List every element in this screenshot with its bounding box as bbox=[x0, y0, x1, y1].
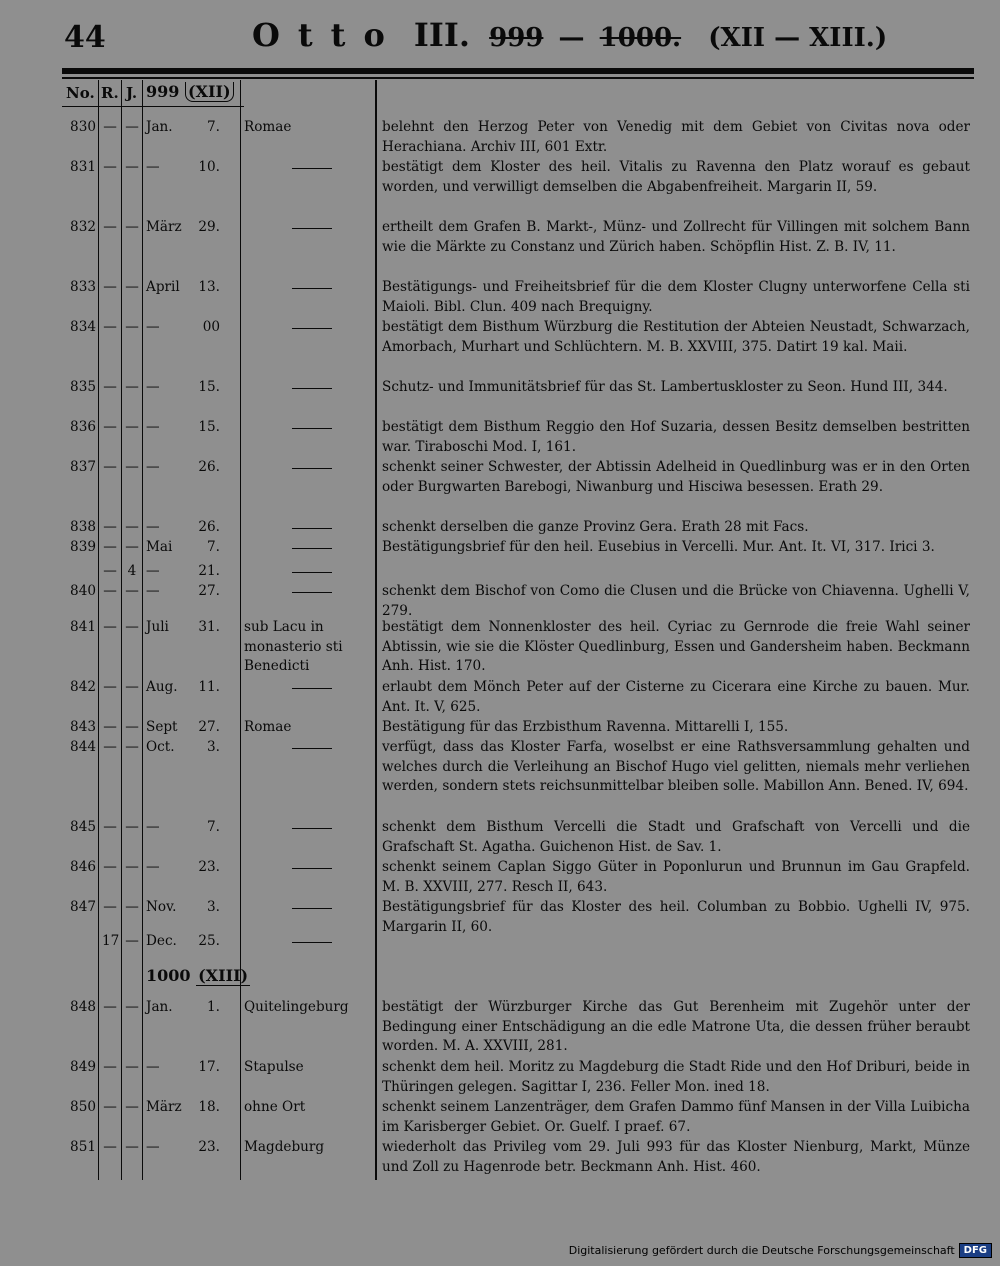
entry-day: 18. bbox=[198, 1099, 220, 1115]
entry-regnal-j: — bbox=[125, 933, 139, 949]
entry-number: 832 bbox=[70, 219, 96, 235]
entry-regnal-r: — bbox=[103, 379, 117, 395]
entry-day: 26. bbox=[198, 459, 220, 475]
year-to: 1000. bbox=[599, 23, 682, 53]
entry-regnal-r: — bbox=[103, 859, 117, 875]
entry-number: 840 bbox=[70, 583, 96, 599]
entry-text: bestätigt dem Bisthum Reggio den Hof Suzaria, dessen Besitz demselben bestritten war. Tiraboschi Mod. I, 161. bbox=[382, 419, 970, 455]
entry-regnal-j: — bbox=[125, 819, 139, 835]
column-rule bbox=[240, 80, 241, 1180]
entry-day: 26. bbox=[198, 519, 220, 535]
entry-regnal-j: — bbox=[125, 859, 139, 875]
entry-regnal-j: — bbox=[125, 719, 139, 735]
ruler-name: Otto bbox=[252, 16, 403, 54]
entry-number: 834 bbox=[70, 319, 96, 335]
entry-number: 835 bbox=[70, 379, 96, 395]
entry-text: schenkt dem heil. Moritz zu Magdeburg die Stadt Ride und den Hof Driburi, beide in Thüringen gelegen. Sagittar I, 236. Feller Mon. ined 18. bbox=[382, 1059, 970, 1095]
entry-place: Quitelingeburg bbox=[244, 999, 349, 1015]
entry-day: 3. bbox=[207, 739, 220, 755]
entry-text: Bestätigungs- und Freiheitsbrief für die dem Kloster Clugny unterworfene Cella sti Maioli. Bibl. Clun. 409 nach Brequigny. bbox=[382, 279, 970, 315]
entry-text: erlaubt dem Mönch Peter auf der Cisterne zu Cicerara eine Kirche zu bauen. Mur. Ant. It. V, 625. bbox=[382, 679, 970, 715]
entry-number: 842 bbox=[70, 679, 96, 695]
entry-regnal-j: — bbox=[125, 219, 139, 235]
entry-regnal-j: — bbox=[125, 999, 139, 1015]
entry-place-ditto-rule bbox=[292, 908, 332, 909]
entry-place-ditto-rule bbox=[292, 748, 332, 749]
entry-regnal-r: — bbox=[103, 679, 117, 695]
entry-regnal-r: — bbox=[103, 319, 117, 335]
entry-number: 845 bbox=[70, 819, 96, 835]
entry-month: — bbox=[146, 319, 160, 335]
entry-day: 7. bbox=[207, 539, 220, 555]
entry-place-ditto-rule bbox=[292, 572, 332, 573]
entry-regnal-j: — bbox=[125, 319, 139, 335]
entry-place: ohne Ort bbox=[244, 1099, 306, 1115]
year-header bbox=[146, 966, 250, 985]
entry-month: — bbox=[146, 859, 160, 875]
entry-month: Oct. bbox=[146, 739, 175, 755]
entry-regnal-j: — bbox=[125, 519, 139, 535]
entry-place: Stapulse bbox=[244, 1059, 304, 1075]
entry-place-ditto-rule bbox=[292, 688, 332, 689]
entry-place-ditto-rule bbox=[292, 942, 332, 943]
entry-month: Sept bbox=[146, 719, 178, 735]
entry-number: 844 bbox=[70, 739, 96, 755]
top-rule-thin bbox=[62, 77, 974, 79]
year-from: 999 bbox=[489, 23, 544, 53]
entry-regnal-r: — bbox=[103, 563, 117, 579]
entry-text: Bestätigung für das Erzbisthum Ravenna. Mittarelli I, 155. bbox=[382, 719, 789, 735]
entry-place-ditto-rule bbox=[292, 592, 332, 593]
footer-text: Digitalisierung gefördert durch die Deutsche Forschungsgemeinschaft bbox=[568, 1244, 955, 1257]
page-number: 44 bbox=[64, 20, 106, 55]
entry-place: Romae bbox=[244, 719, 292, 735]
entry-month: Juli bbox=[146, 619, 169, 635]
entry-regnal-r: — bbox=[103, 1139, 117, 1155]
column-rule bbox=[98, 80, 99, 1180]
entry-day: 23. bbox=[198, 859, 220, 875]
year-header-roman: (XII) bbox=[185, 82, 234, 102]
entry-text: bestätigt der Würzburger Kirche das Gut Berenheim mit Zugehör unter der Bedingung einer Entschädigung an die edle Matrone Uta, die dessen früher beraubt worden. M. A. XXVIII, 281. bbox=[382, 999, 970, 1055]
entry-month: Mai bbox=[146, 539, 173, 555]
entry-place-ditto-rule bbox=[292, 428, 332, 429]
entry-regnal-r: — bbox=[103, 459, 117, 475]
entry-regnal-r: — bbox=[103, 819, 117, 835]
entry-text: Bestätigungsbrief für den heil. Eusebius in Vercelli. Mur. Ant. It. VI, 317. Irici 3. bbox=[382, 539, 935, 555]
entry-text: bestätigt dem Bisthum Würzburg die Restitution der Abteien Neustadt, Schwarzach, Amorbach, Murhart und Schlüchtern. M. B. XXVIII, 375. Datirt 19 kal. Maii. bbox=[382, 319, 970, 355]
column-header-r: R. bbox=[101, 84, 119, 102]
column-header-line bbox=[62, 106, 244, 107]
entry-month: — bbox=[146, 379, 160, 395]
entry-regnal-j: — bbox=[125, 419, 139, 435]
entry-regnal-j: — bbox=[125, 119, 139, 135]
entry-regnal-r: — bbox=[103, 583, 117, 599]
entry-day: 27. bbox=[198, 719, 220, 735]
entry-regnal-j: — bbox=[125, 1139, 139, 1155]
entry-regnal-r: — bbox=[103, 119, 117, 135]
entry-number: 836 bbox=[70, 419, 96, 435]
entry-month: Nov. bbox=[146, 899, 177, 915]
entry-text: schenkt seinem Caplan Siggo Güter in Poponlurun und Brunnun im Gau Grapfeld. M. B. XXVIII, 277. Resch II, 643. bbox=[382, 859, 970, 895]
ruler-numeral: III. bbox=[413, 16, 470, 54]
entry-regnal-j: — bbox=[125, 679, 139, 695]
entry-day: 1. bbox=[207, 999, 220, 1015]
footer bbox=[569, 1243, 992, 1258]
entry-text: schenkt derselben die ganze Provinz Gera. Erath 28 mit Facs. bbox=[382, 519, 809, 535]
entry-number: 843 bbox=[70, 719, 96, 735]
entry-day: 23. bbox=[198, 1139, 220, 1155]
entry-number: 833 bbox=[70, 279, 96, 295]
column-rule bbox=[142, 80, 143, 1180]
entry-place-ditto-rule bbox=[292, 868, 332, 869]
entry-regnal-r: — bbox=[103, 1099, 117, 1115]
entry-regnal-j: — bbox=[125, 739, 139, 755]
entry-place-ditto-rule bbox=[292, 288, 332, 289]
entry-regnal-r: — bbox=[103, 739, 117, 755]
entry-regnal-r: 17 bbox=[102, 933, 120, 949]
dfg-logo-icon: DFG bbox=[959, 1243, 992, 1258]
entry-text: Bestätigungsbrief für das Kloster des heil. Columban zu Bobbio. Ughelli IV, 975. Margarin II, 60. bbox=[382, 899, 970, 935]
entry-day: 15. bbox=[198, 419, 220, 435]
entry-regnal-r: — bbox=[103, 1059, 117, 1075]
entry-number: 851 bbox=[70, 1139, 96, 1155]
entry-number: 849 bbox=[70, 1059, 96, 1075]
entry-number: 838 bbox=[70, 519, 96, 535]
entry-number: 837 bbox=[70, 459, 96, 475]
entry-month: April bbox=[146, 279, 180, 295]
entry-month: Jan. bbox=[146, 119, 173, 135]
entry-regnal-r: — bbox=[103, 619, 117, 635]
entry-month: — bbox=[146, 159, 160, 175]
entry-month: — bbox=[146, 459, 160, 475]
entry-regnal-r: — bbox=[103, 279, 117, 295]
entry-day: 13. bbox=[198, 279, 220, 295]
entry-regnal-j: — bbox=[125, 1099, 139, 1115]
entry-text: schenkt seiner Schwester, der Abtissin Adelheid in Quedlinburg was er in den Orten oder Burgwarten Barebogi, Niwanburg und Hisciwa besessen. Erath 29. bbox=[382, 459, 970, 495]
entry-place-ditto-rule bbox=[292, 228, 332, 229]
entry-regnal-j: — bbox=[125, 539, 139, 555]
entry-text: Schutz- und Immunitätsbrief für das St. Lambertuskloster zu Seon. Hund III, 344. bbox=[382, 379, 948, 395]
entry-regnal-r: — bbox=[103, 539, 117, 555]
entry-place-ditto-rule bbox=[292, 328, 332, 329]
entry-day: 10. bbox=[198, 159, 220, 175]
entry-regnal-j: — bbox=[125, 159, 139, 175]
year-header-year: 999 bbox=[146, 82, 180, 101]
entry-regnal-j: — bbox=[125, 379, 139, 395]
entry-place: Magdeburg bbox=[244, 1139, 325, 1155]
entry-text: schenkt dem Bisthum Vercelli die Stadt und Grafschaft von Vercelli und die Grafschaft St. Agatha. Guichenon Hist. de Sav. 1. bbox=[382, 819, 970, 855]
entry-number: 847 bbox=[70, 899, 96, 915]
entry-place: sub Lacu in monasterio sti Benedicti bbox=[244, 619, 343, 675]
top-rule bbox=[62, 68, 974, 74]
entry-regnal-r: — bbox=[103, 159, 117, 175]
column-rule bbox=[121, 80, 122, 1180]
entry-number: 841 bbox=[70, 619, 96, 635]
entry-place-ditto-rule bbox=[292, 548, 332, 549]
entry-place-ditto-rule bbox=[292, 528, 332, 529]
entry-day: 27. bbox=[198, 583, 220, 599]
column-header-j: J. bbox=[126, 84, 138, 102]
year-header bbox=[146, 82, 234, 101]
indiction: (XII — XIII.) bbox=[708, 23, 888, 53]
entry-regnal-j: — bbox=[125, 583, 139, 599]
entry-month: — bbox=[146, 419, 160, 435]
entry-number: 830 bbox=[70, 119, 96, 135]
entry-place: Romae bbox=[244, 119, 292, 135]
column-rule bbox=[375, 80, 377, 1180]
entry-month: — bbox=[146, 1139, 160, 1155]
column-header-no: No. bbox=[66, 84, 95, 102]
entry-place-ditto-rule bbox=[292, 828, 332, 829]
entry-month: — bbox=[146, 583, 160, 599]
entry-day: 25. bbox=[198, 933, 220, 949]
entry-text: belehnt den Herzog Peter von Venedig mit dem Gebiet von Civitas nova oder Herachiana. Archiv III, 601 Extr. bbox=[382, 119, 970, 155]
entry-month: — bbox=[146, 519, 160, 535]
entry-text: schenkt seinem Lanzenträger, dem Grafen Dammo fünf Mansen in der Villa Luibicha im Karisberger Gebiet. Or. Guelf. I praef. 67. bbox=[382, 1099, 970, 1135]
entry-number: 831 bbox=[70, 159, 96, 175]
entry-regnal-r: — bbox=[103, 219, 117, 235]
entry-place-ditto-rule bbox=[292, 168, 332, 169]
year-header-year: 1000 bbox=[146, 966, 191, 985]
entry-place-ditto-rule bbox=[292, 468, 332, 469]
entry-place-ditto-rule bbox=[292, 388, 332, 389]
entry-day: 3. bbox=[207, 899, 220, 915]
entry-regnal-r: — bbox=[103, 899, 117, 915]
entry-number: 848 bbox=[70, 999, 96, 1015]
entry-day: 15. bbox=[198, 379, 220, 395]
entry-text: verfügt, dass das Kloster Farfa, woselbst er eine Rathsversammlung gehalten und welches durch die Verleihung an Bischof Hugo viel gelitten, niemals mehr verliehen werden, sondern stets reichsunmittelbar bleiben solle. Mabillon Ann. Bened. IV, 694. bbox=[382, 739, 970, 795]
entry-day: 29. bbox=[198, 219, 220, 235]
entry-month: — bbox=[146, 563, 160, 579]
entry-regnal-r: — bbox=[103, 719, 117, 735]
entry-regnal-j: — bbox=[125, 459, 139, 475]
entry-number: 839 bbox=[70, 539, 96, 555]
entry-regnal-j: 4 bbox=[127, 563, 137, 579]
entry-text: schenkt dem Bischof von Como die Clusen und die Brücke von Chiavenna. Ughelli V, 279. bbox=[382, 583, 970, 619]
entry-month: März bbox=[146, 219, 182, 235]
entry-month: Dec. bbox=[146, 933, 177, 949]
entry-text: bestätigt dem Nonnenkloster des heil. Cyriac zu Gernrode die freie Wahl seiner Abtissin, wie sie die Klöster Quedlinburg, Essen und Gandersheim haben. Beckmann Anh. Hist. 170. bbox=[382, 619, 970, 675]
entry-month: Aug. bbox=[146, 679, 178, 695]
entry-text: bestätigt dem Kloster des heil. Vitalis zu Ravenna den Platz worauf es gebaut worden, und verwilligt demselben die Abgabenfreiheit. Margarin II, 59. bbox=[382, 159, 970, 195]
entry-regnal-j: — bbox=[125, 279, 139, 295]
entry-regnal-j: — bbox=[125, 619, 139, 635]
entry-day: 31. bbox=[198, 619, 220, 635]
entry-month: März bbox=[146, 1099, 182, 1115]
entry-regnal-r: — bbox=[103, 999, 117, 1015]
header-title bbox=[252, 16, 887, 54]
entry-day: 11. bbox=[198, 679, 220, 695]
entry-day: 21. bbox=[198, 563, 220, 579]
entry-regnal-j: — bbox=[125, 899, 139, 915]
entry-month: — bbox=[146, 819, 160, 835]
entry-month: Jan. bbox=[146, 999, 173, 1015]
entry-day: 00 bbox=[202, 319, 220, 335]
entry-day: 7. bbox=[207, 119, 220, 135]
entry-number: 846 bbox=[70, 859, 96, 875]
entry-text: wiederholt das Privileg vom 29. Juli 993 für das Kloster Nienburg, Markt, Münze und Zoll zu Hagenrode betr. Beckmann Anh. Hist. 460. bbox=[382, 1139, 970, 1175]
entry-month: — bbox=[146, 1059, 160, 1075]
entry-day: 17. bbox=[198, 1059, 220, 1075]
year-header-roman: (XIII) bbox=[198, 966, 249, 985]
year-separator: — bbox=[558, 23, 585, 53]
entry-regnal-r: — bbox=[103, 519, 117, 535]
entry-regnal-r: — bbox=[103, 419, 117, 435]
entry-day: 7. bbox=[207, 819, 220, 835]
entry-regnal-j: — bbox=[125, 1059, 139, 1075]
entry-text: ertheilt dem Grafen B. Markt-, Münz- und Zollrecht für Villingen mit solchem Bann wie die Märkte zu Constanz und Zürich haben. Schöpflin Hist. Z. B. IV, 11. bbox=[382, 219, 970, 255]
entry-number: 850 bbox=[70, 1099, 96, 1115]
